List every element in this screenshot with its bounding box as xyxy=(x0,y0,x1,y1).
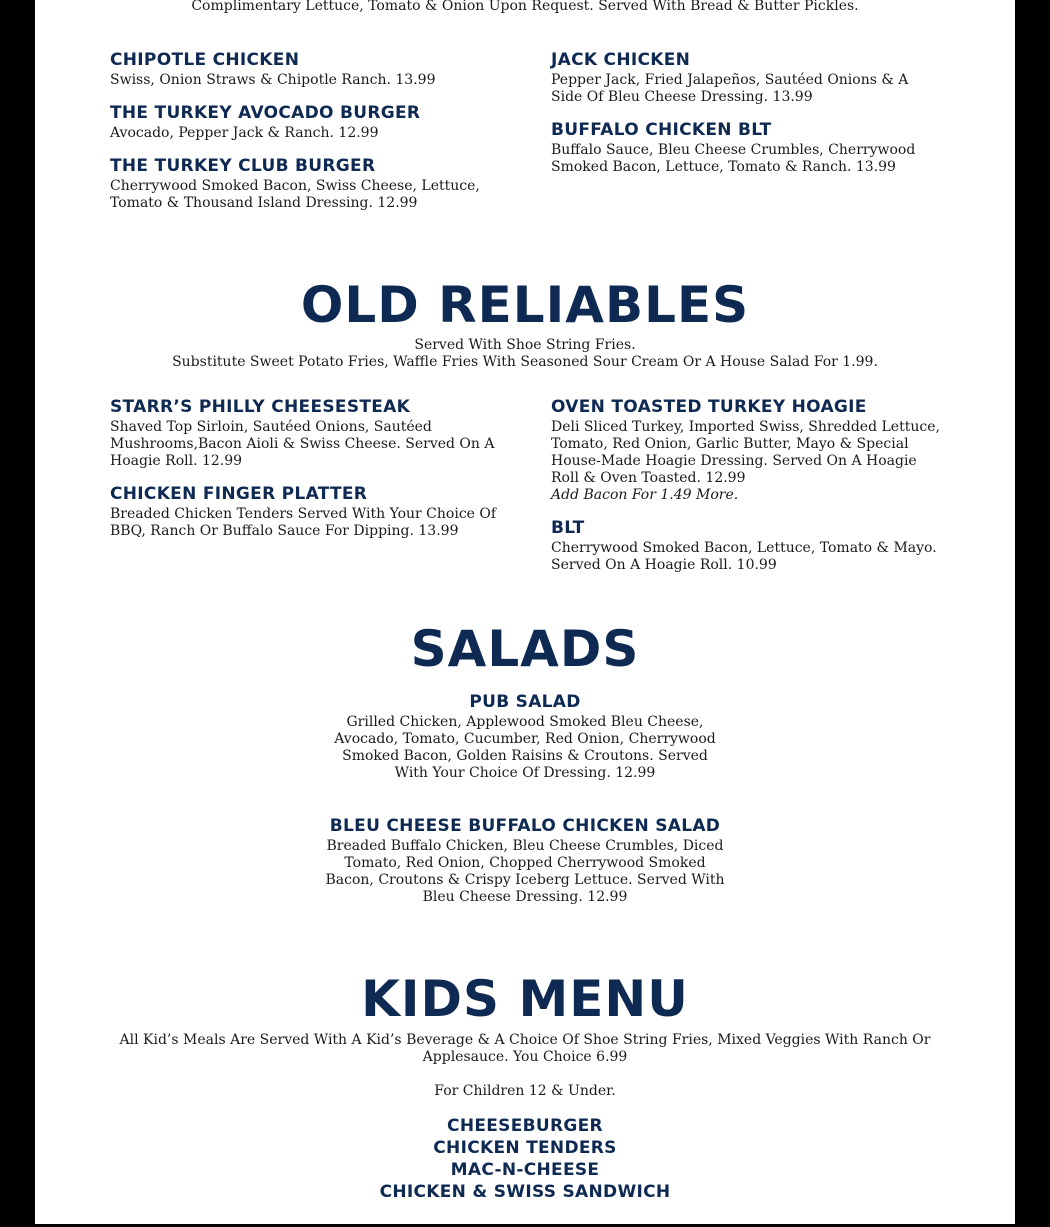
item-name: CHIPOTLE CHICKEN xyxy=(110,50,300,70)
kids-note: All Kid’s Meals Are Served With A Kid’s Beverage & A Choice Of Shoe String Fries, Mixed Veggies With Ranch Or Applesauce. You Choice 6.99 xyxy=(119,1032,931,1065)
menu-item xyxy=(110,156,500,212)
kids-item: CHICKEN TENDERS xyxy=(433,1138,617,1158)
item-name: JACK CHICKEN xyxy=(551,50,691,70)
kids-age-note: For Children 12 & Under. xyxy=(434,1083,616,1099)
menu-page xyxy=(35,0,1015,1224)
menu-item xyxy=(110,50,500,89)
item-description: Shaved Top Sirloin, Sautéed Onions, Sautéed Mushrooms,Bacon Aioli & Swiss Cheese. Served On A Hoagie Roll. 12.99 xyxy=(110,419,495,469)
item-description: Pepper Jack, Fried Jalapeños, Sautéed Onions & A Side Of Bleu Cheese Dressing. 13.99 xyxy=(551,72,909,105)
burgers-left-column xyxy=(110,50,500,226)
menu-item xyxy=(551,518,941,574)
kids-item: CHEESEBURGER xyxy=(447,1116,603,1136)
salads-header xyxy=(35,622,1015,676)
item-name: CHICKEN FINGER PLATTER xyxy=(110,484,368,504)
section-title: SALADS xyxy=(410,620,640,678)
item-description: Breaded Buffalo Chicken, Bleu Cheese Crumbles, Diced Tomato, Red Onion, Chopped Cherrywood Smoked Bacon, Croutons & Crispy Iceberg Lettuce. Served With Bleu Cheese Dressing. 12.99 xyxy=(325,838,725,905)
item-extra-note: Add Bacon For 1.49 More. xyxy=(551,487,739,503)
item-description: Buffalo Sauce, Bleu Cheese Crumbles, Cherrywood Smoked Bacon, Lettuce, Tomato & Ranch. 13.99 xyxy=(551,142,916,175)
old-reliables-right-column xyxy=(551,397,941,588)
kids-item: CHICKEN & SWISS SANDWICH xyxy=(379,1182,671,1202)
menu-item xyxy=(551,397,941,504)
salad-item xyxy=(325,816,725,906)
menu-item xyxy=(551,120,941,176)
top-note: Complimentary Lettuce, Tomato & Onion Upon Request. Served With Bread & Butter Pickles. xyxy=(191,0,859,14)
item-name: THE TURKEY AVOCADO BURGER xyxy=(110,103,421,123)
item-description: Cherrywood Smoked Bacon, Swiss Cheese, Lettuce, Tomato & Thousand Island Dressing. 12.99 xyxy=(110,178,480,211)
salad-item xyxy=(330,692,720,782)
item-name: THE TURKEY CLUB BURGER xyxy=(110,156,376,176)
menu-item xyxy=(110,103,500,142)
old-reliables-left-column xyxy=(110,397,500,554)
burgers-right-column xyxy=(551,50,941,190)
item-description: Swiss, Onion Straws & Chipotle Ranch. 13.99 xyxy=(110,72,436,88)
item-description: Deli Sliced Turkey, Imported Swiss, Shredded Lettuce, Tomato, Red Onion, Garlic Butter, Mayo & Special House-Made Hoagie Dressing. Served On A Hoagie Roll & Oven Toasted. 12.99 xyxy=(551,419,940,486)
kids-items xyxy=(35,1115,1015,1203)
item-description: Grilled Chicken, Applewood Smoked Bleu Cheese, Avocado, Tomato, Cucumber, Red Onion, Cherrywood Smoked Bacon, Golden Raisins & Croutons. Served With Your Choice Of Dressing. 12.99 xyxy=(334,714,716,781)
old-reliables-header xyxy=(35,278,1015,371)
section-note: Substitute Sweet Potato Fries, Waffle Fries With Seasoned Sour Cream Or A House Salad For 1.99. xyxy=(172,354,878,370)
item-description: Cherrywood Smoked Bacon, Lettuce, Tomato & Mayo. Served On A Hoagie Roll. 10.99 xyxy=(551,540,937,573)
menu-item xyxy=(110,397,500,470)
kids-header xyxy=(35,972,1015,1026)
menu-item xyxy=(110,484,500,540)
item-description: Avocado, Pepper Jack & Ranch. 12.99 xyxy=(110,125,379,141)
item-name: PUB SALAD xyxy=(469,692,581,712)
section-note: Served With Shoe String Fries. xyxy=(414,337,636,353)
item-name: BLT xyxy=(551,518,585,538)
section-title: OLD RELIABLES xyxy=(300,276,750,334)
item-name: OVEN TOASTED TURKEY HOAGIE xyxy=(551,397,867,417)
item-name: BUFFALO CHICKEN BLT xyxy=(551,120,772,140)
kids-item: MAC-N-CHEESE xyxy=(450,1160,600,1180)
section-title: KIDS MENU xyxy=(361,970,689,1028)
item-description: Breaded Chicken Tenders Served With Your Choice Of BBQ, Ranch Or Buffalo Sauce For Dipping. 13.99 xyxy=(110,506,497,539)
menu-item xyxy=(551,50,941,106)
item-name: STARR’S PHILLY CHEESESTEAK xyxy=(110,397,411,417)
item-name: BLEU CHEESE BUFFALO CHICKEN SALAD xyxy=(329,816,721,836)
